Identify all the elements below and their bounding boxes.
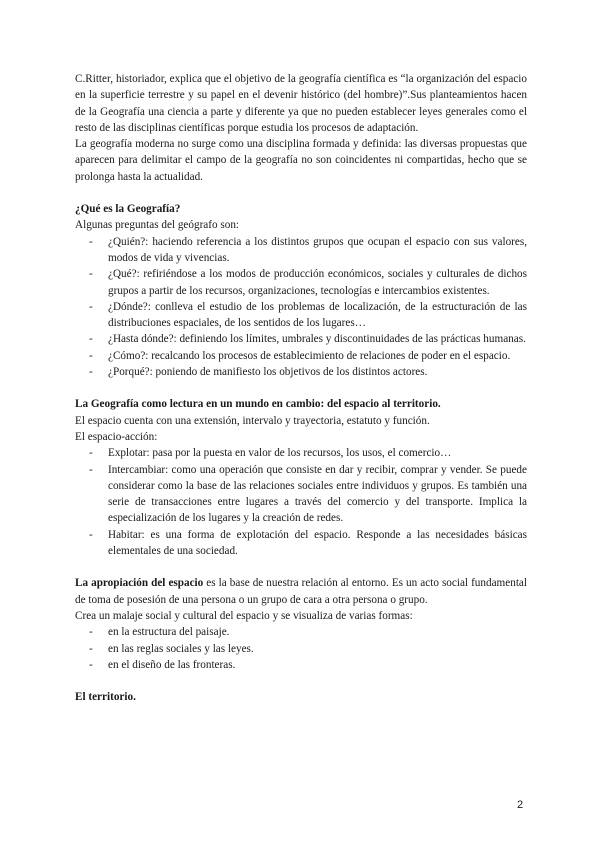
section2-line1: El espacio cuenta con una extensión, intervalo y trayectoria, estatuto y función.: [75, 414, 430, 427]
espacio-accion-list: [75, 445, 527, 559]
list-item: - Explotar: pasa por la puesta en valor de los recursos, los usos, el comercio…: [75, 445, 527, 461]
list-item: - ¿Dónde?: conlleva el estudio de los problemas de localización, de la estructuración de las distribuciones espaciales, de los sentidos de los lugares…: [89, 300, 527, 330]
bullet-dash: -: [89, 463, 93, 476]
bullet-dash: -: [89, 300, 93, 313]
list-item: - en las reglas sociales y las leyes.: [75, 641, 527, 657]
bullet-dash: -: [89, 235, 93, 248]
section-heading-territorio: El territorio.: [75, 691, 136, 704]
section-heading-lectura: La Geografía como lectura en un mundo en cambio: del espacio al territorio.: [75, 398, 441, 411]
bullet-dash: -: [89, 447, 93, 460]
list-item: - en el diseño de las fronteras.: [75, 657, 527, 673]
formas-list: [75, 624, 527, 673]
bullet-dash: -: [89, 658, 93, 671]
section-heading-que-es: ¿Qué es la Geografía?: [75, 203, 181, 216]
list-item: - ¿Quién?: haciendo referencia a los distintos grupos que ocupan el espacio con sus valores, modos de vida y vivencias.: [89, 235, 527, 264]
bullet-dash: -: [89, 528, 93, 541]
bullet-dash: -: [89, 349, 93, 362]
bullet-dash: -: [89, 333, 93, 346]
bullet-dash: -: [89, 642, 93, 655]
apropiacion-bold-lead: La apropiación del espacio: [75, 577, 204, 590]
list-item: - ¿Hasta dónde?: definiendo los límites, umbrales y discontinuidades de las prácticas humanas.: [75, 331, 527, 347]
list-item: - en la estructura del paisaje.: [75, 624, 527, 640]
section2-line2: El espacio-acción:: [75, 430, 158, 443]
section1-lead: Algunas preguntas del geógrafo son:: [75, 219, 240, 232]
page-number: 2: [517, 799, 524, 811]
section3-paragraph: La apropiación del espacio es la base de nuestra relación al entorno. Es un acto social fundamental de toma de posesión de una persona o un grupo de cara a otra persona o grupo.: [75, 577, 528, 606]
intro-paragraph-1: C.Ritter, historiador, explica que el objetivo de la geografía científica es “la organización del espacio en la superficie terrestre y su papel en el devenir histórico (del hombre)”.Sus planteamientos hacen de la Geografía una ciencia a parte y diferente ya que no pueden establecer leyes generales como el resto de las disciplinas científicas porque estudia los procesos de adaptación.: [75, 73, 527, 134]
bullet-dash: -: [89, 626, 93, 639]
list-item: - ¿Porqué?: poniendo de manifiesto los objetivos de los distintos actores.: [75, 364, 527, 380]
list-item: - ¿Qué?: refiriéndose a los modos de producción económicos, sociales y culturales de dichos grupos a partir de los recursos, organizaciones, tecnologías e intercambios existentes.: [89, 268, 527, 297]
list-item: - Intercambiar: como una operación que consiste en dar y recibir, comprar y vender. Se puede considerar como la base de las relaciones sociales entre individuos y grupos. Es también una serie de transacciones entre lugares a través del comercio y del transporte. Implica la especialización de los lugares y la creación de redes.: [89, 463, 527, 525]
bullet-dash: -: [89, 366, 93, 379]
question-list: [75, 234, 527, 381]
bullet-dash: -: [89, 268, 93, 281]
list-item: - Habitar: es una forma de explotación del espacio. Responde a las necesidades básicas elementales de una sociedad.: [89, 528, 527, 558]
list-item: - ¿Cómo?: recalcando los procesos de establecimiento de relaciones de poder en el espacio.: [75, 348, 527, 364]
document-page: [75, 71, 527, 705]
intro-paragraph-2: La geografía moderna no surge como una disciplina formada y definida: las diversas propuestas que aparecen para delimitar el campo de la geografía no son coincidentes ni compartidas, hecho que se prolonga hasta la actualidad.: [75, 138, 527, 183]
section3-line2: Crea un malaje social y cultural del espacio y se visualiza de varias formas:: [75, 609, 413, 622]
